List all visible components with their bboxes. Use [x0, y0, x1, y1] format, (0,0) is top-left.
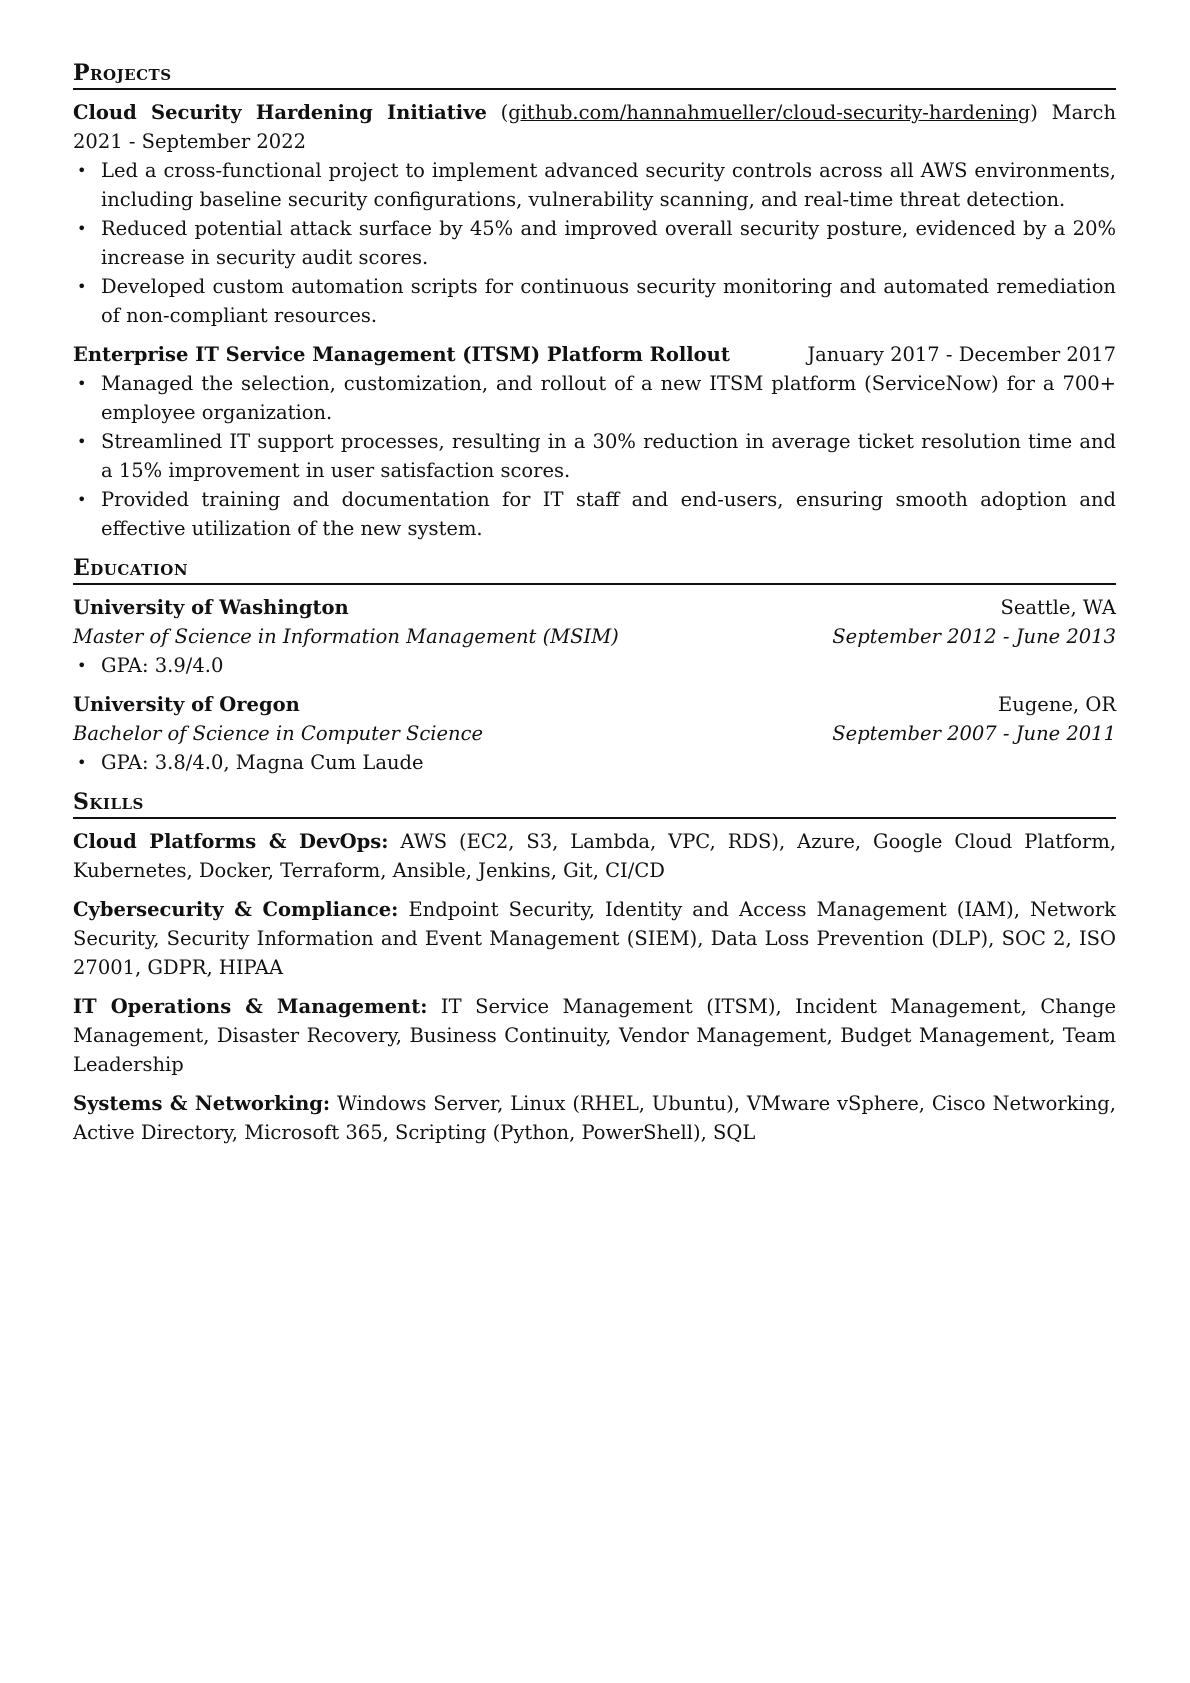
education-section: [73, 553, 1116, 777]
project-header: [73, 340, 1116, 369]
project-name: Enterprise IT Service Management (ITSM) Platform Rollout: [73, 343, 730, 366]
skills-section: [73, 787, 1116, 1147]
project-link[interactable]: github.com/hannahmueller/cloud-security-hardening: [508, 101, 1031, 124]
skill-text: Endpoint Security, Identity and Access Management (IAM), Network Security, Security Information and Event Management (SIEM), Data Loss Prevention (DLP), SOC 2, ISO 27001, GDPR, HIPAA: [73, 898, 1116, 979]
skill-label: Cloud Platforms & DevOps:: [73, 830, 389, 853]
bullet-item: • Provided training and documentation for IT staff and end-users, ensuring smooth adoption and effective utilization of the new system.: [101, 485, 1116, 543]
education-bullets: [73, 748, 1116, 777]
project-dates: March 2021 - September 2022: [73, 101, 1117, 153]
bullet-item: • Streamlined IT support processes, resulting in a 30% reduction in average ticket resolution time and a 15% improvement in user satisfaction scores.: [101, 427, 1116, 485]
skill-text: AWS (EC2, S3, Lambda, VPC, RDS), Azure, Google Cloud Platform, Kubernetes, Docker, Terraform, Ansible, Jenkins, Git, CI/CD: [73, 830, 1117, 882]
project-entry: [73, 340, 1116, 543]
project-link-open: (: [500, 101, 509, 124]
skill-label: IT Operations & Management:: [73, 995, 428, 1018]
skill-label: Systems & Networking:: [73, 1092, 331, 1115]
skill-group: [73, 992, 1116, 1079]
project-dates: January 2017 - December 2017: [807, 343, 1116, 366]
school-location: Seattle, WA: [1000, 596, 1116, 619]
project-bullets: [73, 156, 1116, 330]
project-name: Cloud Security Hardening Initiative: [73, 101, 487, 124]
degree-row: [73, 622, 1116, 651]
skill-group: [73, 827, 1116, 885]
school-name: University of Oregon: [73, 693, 300, 716]
project-link-close: ): [1030, 101, 1038, 124]
project-entry: [73, 98, 1116, 330]
bullet-item: • Developed custom automation scripts for continuous security monitoring and automated remediation of non-compliant resources.: [101, 272, 1116, 330]
skill-group: [73, 895, 1116, 982]
skill-group: [73, 1089, 1116, 1147]
bullet-item: • GPA: 3.8/4.0, Magna Cum Laude: [101, 748, 1116, 777]
skill-text: IT Service Management (ITSM), Incident Management, Change Management, Disaster Recovery, Business Continuity, Vendor Management, Budget Management, Team Leadership: [73, 995, 1116, 1076]
degree-row: [73, 719, 1116, 748]
project-bullets: [73, 369, 1116, 543]
projects-section: [73, 58, 1116, 543]
bullet-item: • Reduced potential attack surface by 45% and improved overall security posture, evidenced by a 20% increase in security audit scores.: [101, 214, 1116, 272]
education-entry: [73, 593, 1116, 680]
skill-text: Windows Server, Linux (RHEL, Ubuntu), VMware vSphere, Cisco Networking, Active Directory, Microsoft 365, Scripting (Python, PowerShell), SQL: [73, 1092, 1116, 1144]
degree-dates: September 2007 - June 2011: [832, 722, 1116, 745]
project-header: [73, 98, 1116, 156]
degree-name: Master of Science in Information Management (MSIM): [73, 625, 619, 648]
bullet-item: • Led a cross-functional project to implement advanced security controls across all AWS environments, including baseline security configurations, vulnerability scanning, and real-time threat detection.: [101, 156, 1116, 214]
section-title-education: Education: [73, 553, 1116, 585]
skill-label: Cybersecurity & Compliance:: [73, 898, 399, 921]
section-title-skills: Skills: [73, 787, 1116, 819]
school-name: University of Washington: [73, 596, 349, 619]
education-header: [73, 593, 1116, 622]
school-location: Eugene, OR: [998, 693, 1116, 716]
degree-dates: September 2012 - June 2013: [832, 625, 1116, 648]
bullet-item: • Managed the selection, customization, and rollout of a new ITSM platform (ServiceNow) for a 700+ employee organization.: [101, 369, 1116, 427]
education-bullets: [73, 651, 1116, 680]
degree-name: Bachelor of Science in Computer Science: [73, 722, 484, 745]
education-entry: [73, 690, 1116, 777]
section-title-projects: Projects: [73, 58, 1116, 90]
education-header: [73, 690, 1116, 719]
bullet-item: • GPA: 3.9/4.0: [101, 651, 1116, 680]
